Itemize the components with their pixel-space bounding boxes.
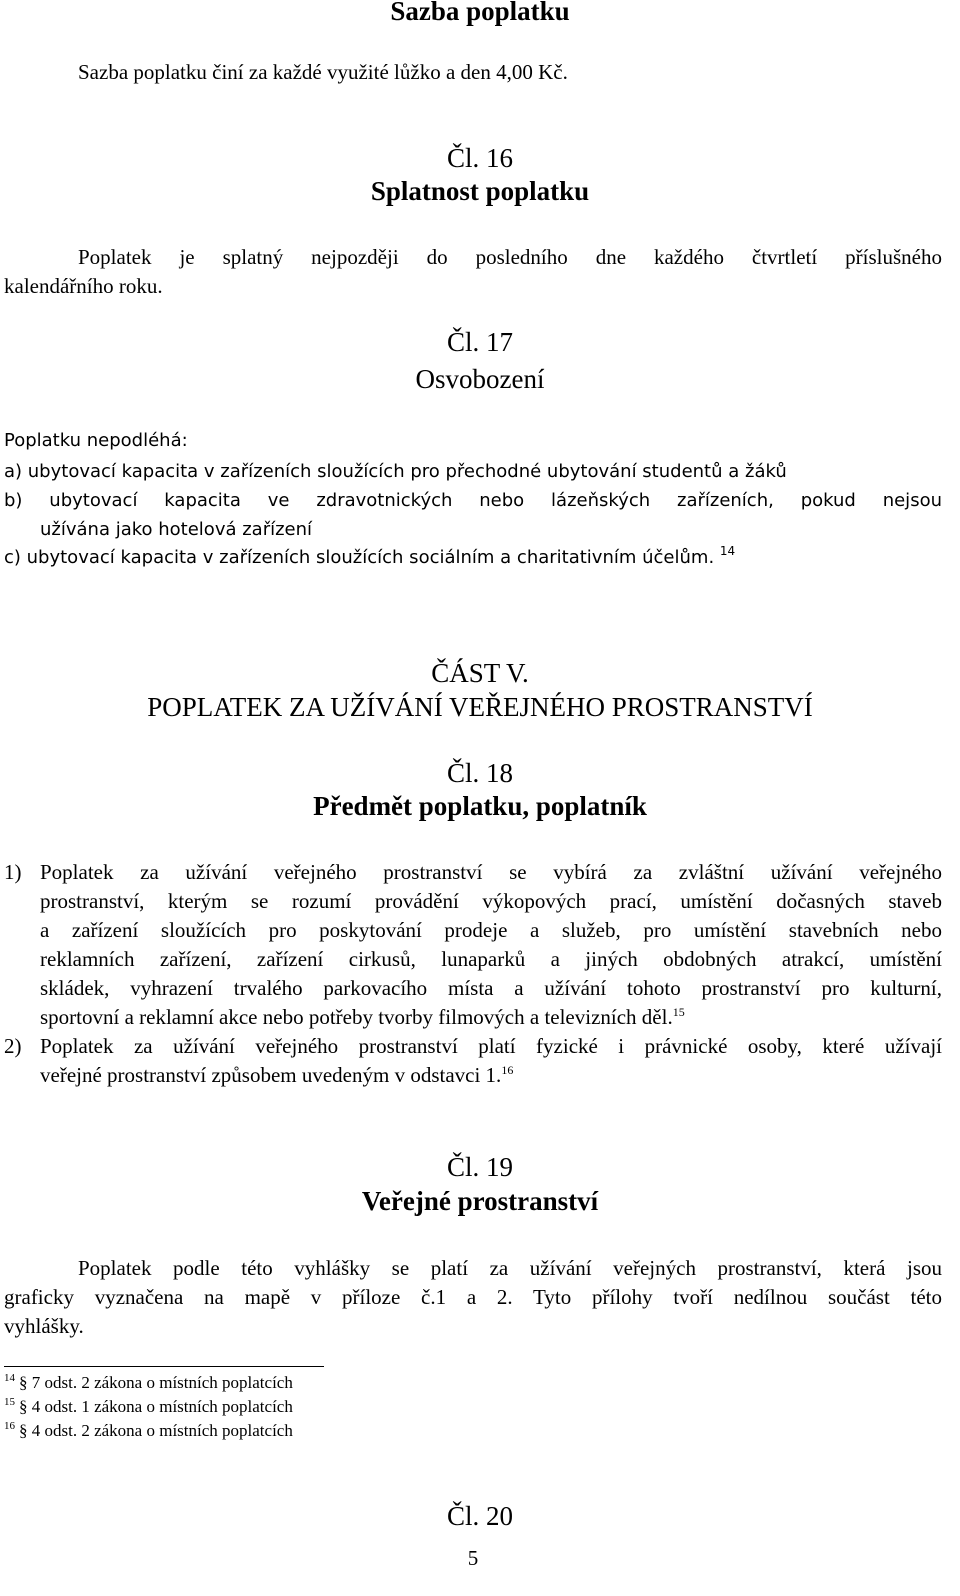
paragraph-19-line1: Poplatek podle této vyhlášky se platí za užívání veřejných prostranství, která jsou <box>78 1256 942 1280</box>
paragraph-18-1-line2: prostranství, kterým se rozumí provádění výkopových prací, umístění dočasných staveb <box>40 889 942 913</box>
footnote-14-number: 14 <box>4 1372 15 1384</box>
page-number: 5 <box>467 1546 479 1570</box>
article-title-16: Splatnost poplatku <box>370 176 590 206</box>
exemption-item-b-line2: užívána jako hotelová zařízení <box>40 519 313 540</box>
exemption-item-b-line1: b) ubytovací kapacita ve zdravotnických nebo lázeňských zařízeních, pokud nejsou <box>4 490 942 511</box>
footnote-separator <box>4 1366 324 1367</box>
exemption-item-c-text: c) ubytovací kapacita v zařízeních sloužících sociálním a charitativním účelům. <box>4 547 715 568</box>
paragraph-splatnost-line1: Poplatek je splatný nejpozději do posledního dne každého čtvrtletí příslušného <box>78 245 942 269</box>
exemption-intro: Poplatku nepodléhá: <box>4 430 188 451</box>
paragraph-splatnost-line2: kalendářního roku. <box>4 274 163 298</box>
part-title: POPLATEK ZA UŽÍVÁNÍ VEŘEJNÉHO PROSTRANSTVÍ <box>147 692 813 722</box>
article-number-16: Čl. 16 <box>446 143 513 173</box>
section-title-sazba: Sazba poplatku <box>390 0 570 26</box>
exemption-item-a: a) ubytovací kapacita v zařízeních sloužících pro přechodné ubytování studentů a žáků <box>4 461 787 482</box>
footnote-15-text: § 4 odst. 1 zákona o místních poplatcích <box>19 1397 293 1416</box>
paragraph-18-1-line1: Poplatek za užívání veřejného prostranství se vybírá za zvláštní užívání veřejného <box>40 860 942 884</box>
footnote-ref-16: 16 <box>501 1063 514 1077</box>
article-number-17: Čl. 17 <box>446 327 513 357</box>
paragraph-18-1-line6-text: sportovní a reklamní akce nebo potřeby tvorby filmových a televizních děl. <box>40 1005 673 1029</box>
paragraph-18-1-line6 <box>40 1002 685 1032</box>
paragraph-18-1-line5: skládek, vyhrazení trvalého parkovacího místa a užívání tohoto prostranství pro kulturní, <box>40 976 942 1000</box>
article-title-17: Osvobození <box>415 364 545 394</box>
footnote-ref-15: 15 <box>672 1005 685 1019</box>
article-title-18: Předmět poplatku, poplatník <box>313 791 647 821</box>
article-title-19: Veřejné prostranství <box>361 1186 599 1216</box>
paragraph-18-2-line1: Poplatek za užívání veřejného prostranství platí fyzické i právnické osoby, které užívají <box>40 1034 942 1058</box>
paragraph-18-1-line4: reklamních zařízení, zařízení cirkusů, lunaparků a jiných obdobných atrakcí, umístění <box>40 947 942 971</box>
exemption-item-c <box>4 544 736 568</box>
footnote-ref-14: 14 <box>719 544 736 558</box>
article-number-19: Čl. 19 <box>446 1152 513 1182</box>
footnote-16 <box>4 1421 293 1441</box>
footnote-15-number: 15 <box>4 1396 15 1408</box>
paragraph-18-2-line2-text: veřejné prostranství způsobem uvedeným v odstavci 1. <box>40 1063 502 1087</box>
footnote-16-text: § 4 odst. 2 zákona o místních poplatcích <box>19 1421 293 1440</box>
footnote-15 <box>4 1397 293 1417</box>
article-number-20: Čl. 20 <box>446 1501 513 1531</box>
footnote-14 <box>4 1373 293 1393</box>
paragraph-19-line2: graficky vyznačena na mapě v příloze č.1 a 2. Tyto přílohy tvoří nedílnou součást této <box>4 1285 942 1309</box>
paragraph-19-line3: vyhlášky. <box>4 1314 84 1338</box>
paragraph-18-2-number: 2) <box>4 1034 22 1058</box>
article-number-18: Čl. 18 <box>446 758 513 788</box>
footnote-16-number: 16 <box>4 1420 15 1432</box>
paragraph-18-2-line2 <box>40 1060 513 1090</box>
footnote-14-text: § 7 odst. 2 zákona o místních poplatcích <box>19 1373 293 1392</box>
part-number: ČÁST V. <box>431 658 529 688</box>
paragraph-18-1-line3: a zařízení sloužících pro poskytování prodeje a služeb, pro umístění stavebních nebo <box>40 918 942 942</box>
paragraph-sazba: Sazba poplatku činí za každé využité lůžko a den 4,00 Kč. <box>78 60 568 84</box>
paragraph-18-1-number: 1) <box>4 860 22 884</box>
